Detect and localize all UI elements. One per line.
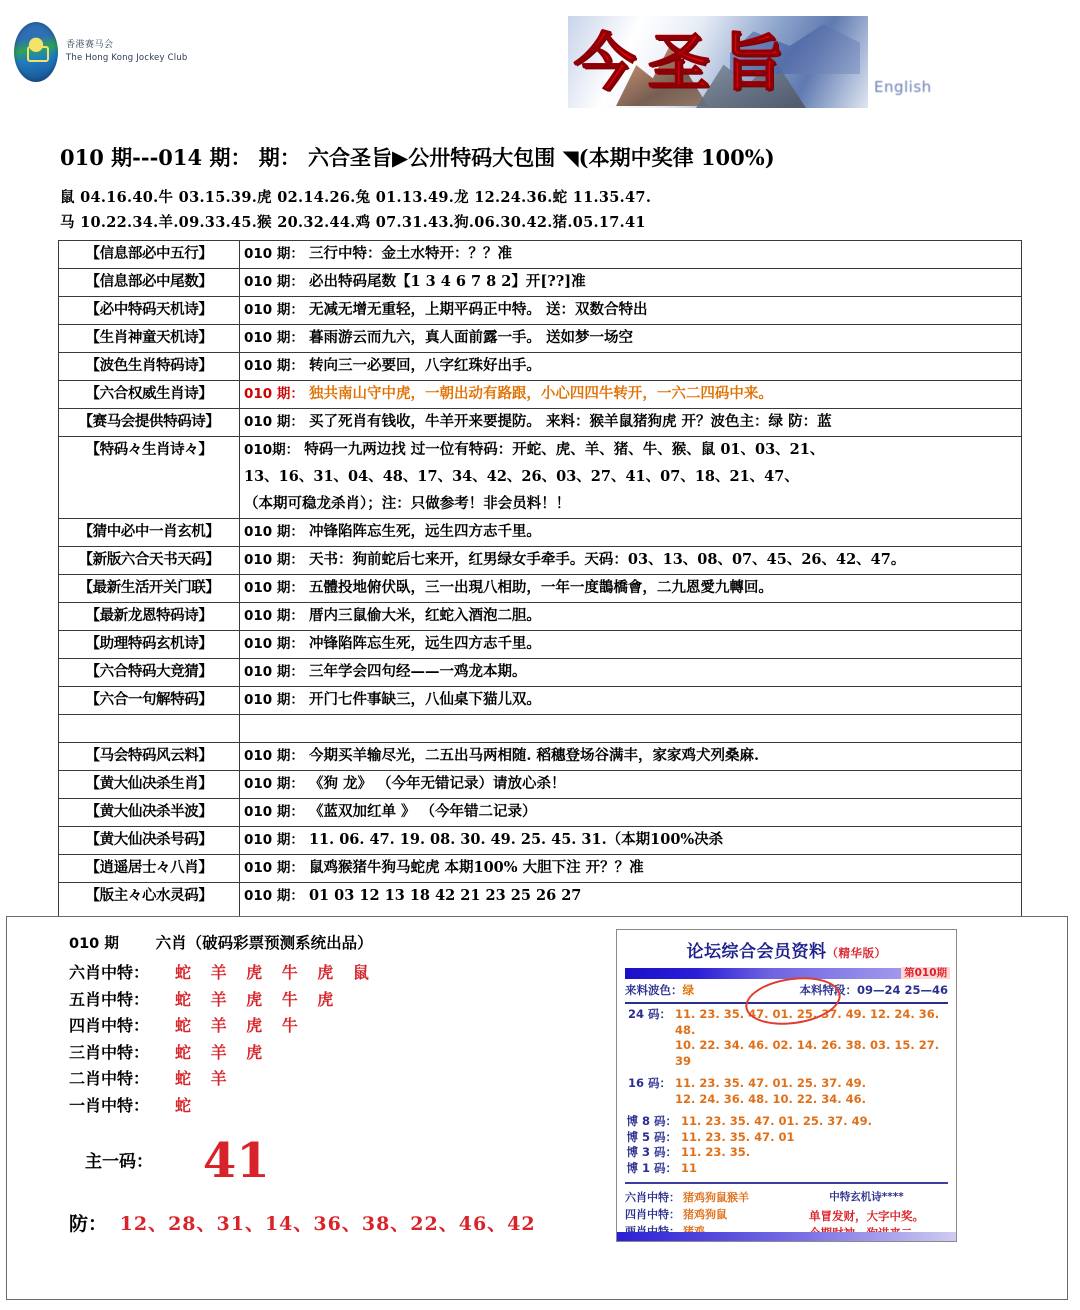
table-row — [59, 437, 1022, 465]
banner-title: 今圣旨 — [574, 26, 797, 99]
infobox-zodiac-key: 六肖中特： — [625, 1191, 680, 1204]
row-text: 独共南山守中虎，一朝出动有路跟，小心四四牛转开，一六二四码中来。 — [303, 385, 773, 402]
row-value — [240, 437, 1022, 465]
zodiac-pick-row — [69, 1066, 376, 1093]
row-issue: 010 期： — [244, 524, 304, 540]
row-label: 【黄大仙决杀生肖】 — [59, 771, 240, 799]
infobox-bet-row — [625, 1114, 948, 1130]
forum-member-info-box — [616, 929, 957, 1242]
infobox-bet-key: 博 3 码： — [626, 1145, 677, 1159]
logo-text-block — [66, 39, 187, 65]
jockey-club-emblem-icon — [14, 22, 58, 82]
infobox-code-row — [625, 1076, 948, 1092]
six-zodiac-issue: 010 期 — [69, 936, 119, 952]
infobox-zodiac-key: 四肖中特： — [625, 1208, 680, 1221]
row-issue: 010 期： — [244, 552, 304, 568]
bottom-summary-panel — [6, 916, 1068, 1300]
zodiac-pick-label: 四肖中特： — [69, 1016, 150, 1035]
table-row — [59, 353, 1022, 381]
row-value — [240, 883, 1022, 911]
table-row — [59, 575, 1022, 603]
table-row — [59, 269, 1022, 297]
infobox-wave-label: 来料波色： — [625, 983, 683, 997]
page-title: 010 期---014 期： 期： 六合圣旨▶公卅特码大包围 ◥(本期中奖律 100%) — [60, 145, 775, 170]
main-code-block — [85, 1133, 270, 1189]
main-code-value: 41 — [202, 1133, 270, 1189]
row-text: 必出特码尾数【1 3 4 6 7 8 2】开[??]准 — [303, 273, 586, 290]
infobox-bet-key: 博 1 码： — [626, 1160, 677, 1175]
table-row — [59, 547, 1022, 575]
six-zodiac-heading-text: 六肖（破码彩票预测系统出品） — [155, 933, 373, 952]
row-value — [240, 241, 1022, 269]
zodiac-pick-row — [69, 960, 376, 987]
spacer-cell — [240, 715, 1022, 743]
row-issue: 010 期： — [244, 636, 304, 652]
row-text: 三年学会四句经——一鸡龙本期。 — [303, 663, 527, 680]
row-value — [240, 603, 1022, 631]
infobox-bet-value: 11. 23. 35. — [681, 1145, 751, 1159]
infobox-zodiac-row — [625, 1189, 785, 1206]
table-row — [59, 743, 1022, 771]
table-row — [59, 827, 1022, 855]
zodiac-pick-label: 二肖中特： — [69, 1069, 150, 1088]
row-issue: 010 期： — [244, 776, 304, 792]
row-issue: 010 期： — [244, 358, 304, 374]
row-text: 《狗 龙》 （今年无错记录）请放心杀！ — [303, 775, 566, 792]
row-text: 开门七件事缺三，八仙桌下猫儿双。 — [303, 691, 541, 708]
row-value — [240, 547, 1022, 575]
row-text: 转向三一必要回，八字红珠好出手。 — [303, 357, 541, 374]
row-label: 【信息部必中尾数】 — [59, 269, 240, 297]
infobox-code-value: 11. 23. 35. 47. 01. 25. 37. 49. — [675, 1076, 867, 1090]
row-value — [240, 743, 1022, 771]
row-text: 鼠鸡猴猪牛狗马蛇虎 本期100% 大胆下注 开？？准 — [303, 859, 644, 876]
infobox-bet-value: 11. 23. 35. 47. 01 — [681, 1129, 795, 1144]
infobox-code-continuation: 12. 24. 36. 48. 10. 22. 34. 46. — [675, 1091, 867, 1106]
infobox-gradient-bar — [625, 968, 948, 979]
row-issue: 010 期： — [244, 246, 304, 262]
row-label: 【六合特码大竞猜】 — [59, 659, 240, 687]
infobox-zodiac-row — [625, 1206, 785, 1223]
zodiac-line-1: 鼠 04.16.40.牛 03.15.39.虎 02.14.26.兔 01.13.49.龙 12.24.36.蛇 11.35.47. — [60, 189, 652, 206]
row-issue: 010 期： — [244, 804, 304, 820]
row-text: 厝内三鼠偷大米，红蛇入酒泡二胆。 — [303, 607, 541, 624]
row-value — [240, 771, 1022, 799]
infobox-divider-2 — [625, 1182, 948, 1184]
infobox-segment-value: 09—24 25—46 — [856, 983, 948, 997]
infobox-zodiac-value: 猪鸡狗鼠 — [683, 1208, 727, 1221]
row-issue: 010 期： — [244, 692, 304, 708]
row-value-continuation: 13、16、31、04、48、17、34、42、26、03、27、41、07、18、21、47、 — [240, 464, 1022, 491]
site-banner-image — [568, 16, 868, 108]
row-text: 特码一九两边找 过一位有特码：开蛇、虎、羊、猪、牛、猴、鼠 01、03、21、 — [299, 441, 825, 458]
logo-english-name: The Hong Kong Jockey Club — [66, 53, 188, 64]
row-issue: 010 期： — [244, 580, 304, 596]
row-value — [240, 687, 1022, 715]
table-row-continuation — [59, 464, 1022, 491]
table-spacer — [59, 715, 1022, 743]
infobox-issue-badge: 第010期 — [901, 967, 950, 979]
row-text: 今期买羊输尽光，二五出马两相随. 稻穗登场谷满丰，家家鸡犬列桑麻. — [303, 747, 760, 764]
infobox-footer-bar — [617, 1232, 956, 1241]
row-label: 【猜中必中一肖玄机】 — [59, 519, 240, 547]
row-issue: 010 期： — [244, 832, 304, 848]
row-value — [240, 381, 1022, 409]
infobox-code-key: 24 码： — [627, 1007, 671, 1021]
zodiac-pick-value: 蛇 — [175, 1095, 199, 1115]
row-value — [240, 631, 1022, 659]
infobox-bet-key: 博 8 码： — [626, 1114, 677, 1128]
row-issue: 010期： — [244, 442, 300, 458]
table-row — [59, 631, 1022, 659]
zodiac-pick-row — [69, 1093, 376, 1120]
zodiac-line-2: 马 10.22.34.羊.09.33.45.猴 20.32.44.鸡 07.31.43.狗.06.30.42.猪.05.17.41 — [60, 214, 646, 231]
row-issue: 010 期： — [244, 302, 304, 318]
row-issue: 010 期： — [244, 664, 304, 680]
infobox-wave-value: 绿 — [682, 983, 694, 997]
infobox-title — [617, 930, 956, 962]
row-label: 【马会特码风云料】 — [59, 743, 240, 771]
zodiac-pick-row — [69, 1013, 376, 1040]
infobox-poem-line-1: 单冒发财，大字中奖。 — [809, 1209, 924, 1223]
row-text: 冲锋陷阵忘生死，远生四方志千里。 — [303, 523, 541, 540]
infobox-code-continuation: 10. 22. 34. 46. 02. 14. 26. 38. 03. 15. 27. 39 — [675, 1038, 940, 1068]
english-language-link[interactable]: English — [874, 78, 932, 96]
row-value — [240, 297, 1022, 325]
row-value — [240, 827, 1022, 855]
row-issue: 010 期： — [244, 748, 304, 764]
row-label: 【特码々生肖诗々】 — [59, 437, 240, 465]
row-label: 【信息部必中五行】 — [59, 241, 240, 269]
row-value — [240, 659, 1022, 687]
table-row — [59, 855, 1022, 883]
row-text: 买了死肖有钱收，牛羊开来要提防。 来料：猴羊鼠猪狗虎 开？波色主：绿 防：蓝 — [303, 413, 832, 430]
table-row — [59, 325, 1022, 353]
infobox-bet-value: 11. 23. 35. 47. 01. 25. 37. 49. — [681, 1114, 873, 1128]
row-text: 冲锋陷阵忘生死，远生四方志千里。 — [303, 635, 541, 652]
zodiac-number-reference — [60, 185, 651, 235]
row-text: 暮雨游云而九六，真人面前露一手。 送如梦一场空 — [303, 329, 633, 346]
infobox-wave — [625, 982, 694, 998]
row-value — [240, 325, 1022, 353]
row-label-empty — [59, 464, 240, 491]
table-row — [59, 519, 1022, 547]
row-issue: 010 期： — [244, 414, 304, 430]
row-issue: 010 期： — [244, 608, 304, 624]
row-value — [240, 269, 1022, 297]
row-label: 【新版六合天书天码】 — [59, 547, 240, 575]
row-label: 【六合一句解特码】 — [59, 687, 240, 715]
spacer-cell — [59, 715, 240, 743]
row-issue: 010 期： — [244, 888, 304, 904]
infobox-wave-row — [625, 982, 948, 998]
row-value — [240, 799, 1022, 827]
row-label: 【逍遥居士々八肖】 — [59, 855, 240, 883]
row-text: 无减无增无重轻，上期平码正中特。 送：双数合特出 — [303, 301, 648, 318]
row-value — [240, 575, 1022, 603]
table-row — [59, 409, 1022, 437]
row-issue: 010 期： — [244, 860, 304, 876]
zodiac-pick-value: 蛇 羊 虎 牛 虎 鼠 — [175, 963, 376, 982]
predictions-table — [58, 240, 1022, 938]
infobox-code-value: 11. 23. 35. 47. 01. 25. 37. 49. 12. 24. 36. 48. — [675, 1007, 940, 1037]
zodiac-pick-label: 一肖中特： — [69, 1095, 150, 1115]
jockey-club-logo — [14, 22, 187, 82]
infobox-bet-key: 博 5 码： — [626, 1129, 677, 1144]
infobox-bet-row — [625, 1130, 948, 1146]
infobox-title-sub: （精华版） — [826, 946, 887, 960]
main-code-label: 主一码： — [85, 1152, 153, 1172]
row-label: 【版主々心水灵码】 — [59, 883, 240, 911]
row-issue: 010 期： — [244, 274, 304, 290]
row-label: 【黄大仙决杀号码】 — [59, 827, 240, 855]
table-row — [59, 883, 1022, 911]
table-row — [59, 241, 1022, 269]
logo-chinese-name: 香港赛马会 — [66, 39, 114, 50]
table-row — [59, 381, 1022, 409]
row-text: 五體投地俯伏臥，三一出現八相助，一年一度鵲橋會，二九恩愛九轉回。 — [303, 579, 773, 596]
infobox-gap — [617, 1069, 956, 1076]
defend-numbers-block — [69, 1209, 536, 1236]
table-row — [59, 687, 1022, 715]
table-row — [59, 659, 1022, 687]
row-text: 天书：狗前蛇后七来开，红男绿女手牵手。天码：03、13、08、07、45、26、42、47。 — [303, 551, 906, 568]
table-row — [59, 771, 1022, 799]
six-zodiac-heading — [69, 931, 376, 953]
infobox-code-key: 16 码： — [627, 1076, 671, 1090]
zodiac-pick-value: 蛇 羊 虎 牛 — [175, 1016, 305, 1035]
zodiac-pick-value: 蛇 羊 虎 — [175, 1042, 270, 1062]
row-issue: 010 期： — [244, 386, 304, 402]
infobox-bet-row — [625, 1161, 948, 1177]
zodiac-pick-label: 三肖中特： — [69, 1042, 150, 1062]
infobox-bet-row — [625, 1145, 948, 1161]
row-label: 【最新龙恩特码诗】 — [59, 603, 240, 631]
row-label: 【六合权威生肖诗】 — [59, 381, 240, 409]
defend-value: 12、28、31、14、36、38、22、46、42 — [119, 1213, 536, 1235]
infobox-bet-value: 11 — [681, 1160, 698, 1175]
row-label: 【助理特码玄机诗】 — [59, 631, 240, 659]
infobox-title-main: 论坛综合会员资料 — [686, 942, 827, 962]
row-label: 【波色生肖特码诗】 — [59, 353, 240, 381]
row-issue: 010 期： — [244, 330, 304, 346]
row-value — [240, 409, 1022, 437]
page-header — [0, 0, 1080, 130]
zodiac-pick-row — [69, 987, 376, 1014]
row-label: 【赛马会提供特码诗】 — [59, 409, 240, 437]
table-row-continuation — [59, 491, 1022, 519]
defend-label: 防： — [69, 1213, 108, 1235]
row-text: 11. 06. 47. 19. 08. 30. 49. 25. 45. 31.（本期100%决杀 — [303, 831, 724, 848]
zodiac-pick-label: 六肖中特： — [69, 963, 150, 982]
table-row — [59, 799, 1022, 827]
row-label: 【最新生活开关门联】 — [59, 575, 240, 603]
row-label: 【生肖神童天机诗】 — [59, 325, 240, 353]
infobox-poem-heading: 中特玄机诗**** — [829, 1191, 904, 1203]
infobox-segment-label: 本料特段： — [799, 983, 857, 997]
row-label-empty — [59, 491, 240, 519]
six-zodiac-block — [69, 931, 376, 1119]
row-value-continuation: （本期可稳龙杀肖）；注：只做参考！非会员料！！ — [240, 491, 1022, 519]
row-value — [240, 353, 1022, 381]
zodiac-pick-row — [69, 1040, 376, 1067]
row-label: 【黄大仙决杀半波】 — [59, 799, 240, 827]
row-value — [240, 855, 1022, 883]
row-text: 《蓝双加红单 》 （今年错二记录） — [303, 803, 537, 820]
zodiac-pick-value: 蛇 羊 虎 牛 虎 — [175, 989, 341, 1009]
table-row — [59, 603, 1022, 631]
row-label: 【必中特码天机诗】 — [59, 297, 240, 325]
row-value — [240, 519, 1022, 547]
infobox-zodiac-value: 猪鸡狗鼠猴羊 — [683, 1191, 749, 1204]
zodiac-pick-label: 五肖中特： — [69, 989, 150, 1009]
zodiac-pick-value: 蛇 羊 — [175, 1069, 234, 1088]
table-row — [59, 297, 1022, 325]
row-text: 三行中特：金土水特开：？？准 — [303, 245, 512, 262]
row-text: 01 03 12 13 18 42 21 23 25 26 27 — [303, 887, 582, 904]
